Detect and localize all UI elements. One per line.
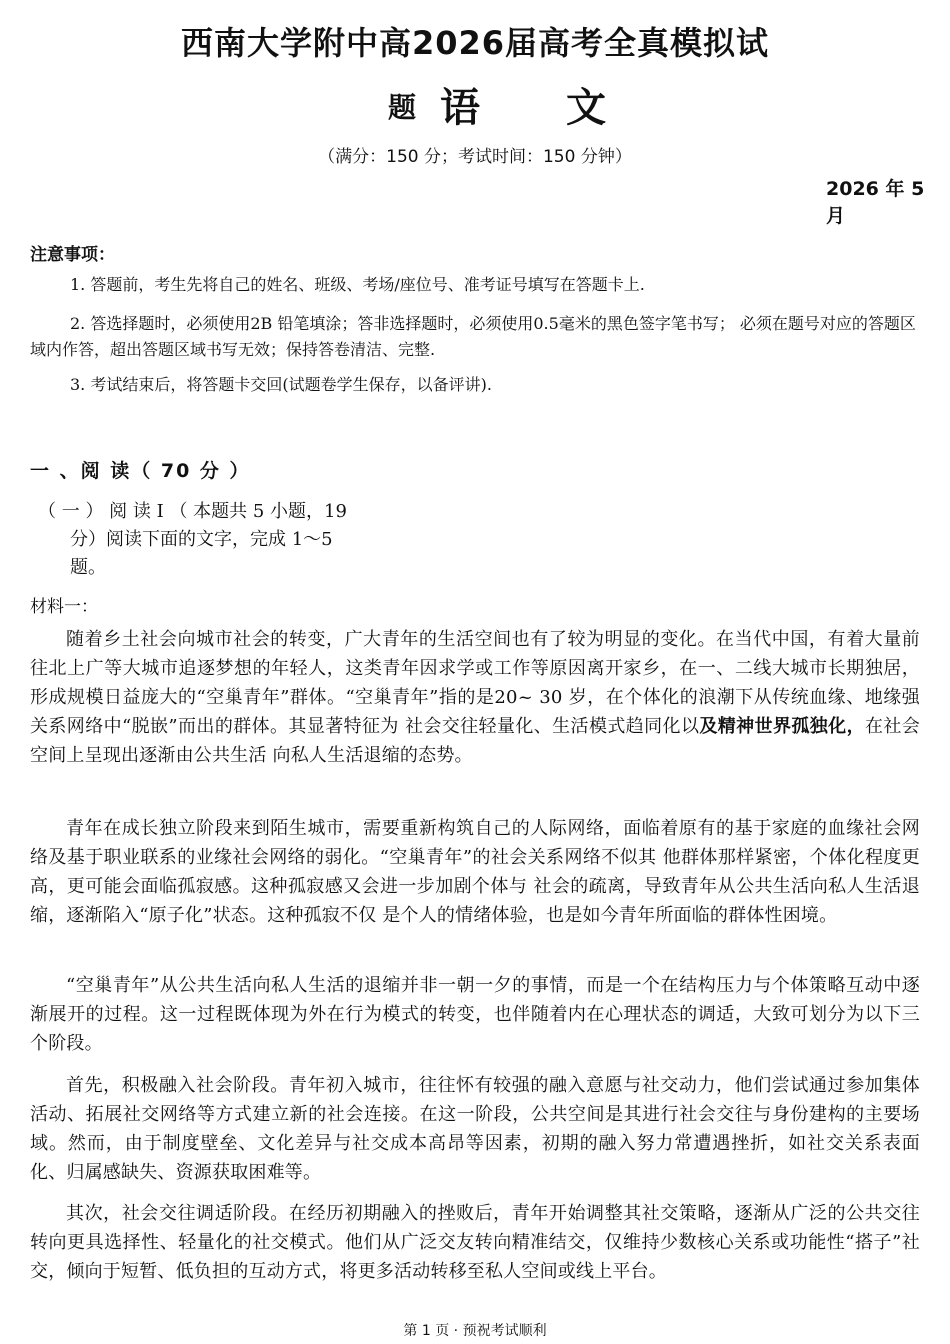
exam-date: 2026 年 5 月 (826, 178, 925, 227)
notice-item-3: 3. 考试结束后，将答题卡交回(试题卷学生保存，以备评讲). (70, 375, 492, 394)
subject-title: 语文 (440, 85, 692, 131)
page-footer: 第 1 页 · 预祝考试顺利 (403, 1323, 547, 1339)
score-time-line: （满分：150 分；考试时间：150 分钟） (318, 147, 632, 167)
notice-item-2: 2. 答选择题时，必须使用2B 铅笔填涂；答非选择题时，必须使用0.5毫米的黑色签字笔书写； 必须在题号对应的答题区域内作答，超出答题区域书写无效；保持答卷清洁、完整. (30, 314, 916, 359)
notice-heading: 注意事项： (30, 245, 115, 265)
subject-line (0, 76, 950, 131)
subsection-heading (38, 498, 398, 582)
paragraph-1 (30, 625, 920, 770)
paragraph-1-text-b: 在社会空间上呈现出逐渐由公共生活 向私人生活退缩的态势。 (30, 716, 920, 766)
notice-item-1: 1. 答题前，考生先将自己的姓名、班级、考场/座位号、准考证号填写在答题卡上. (70, 275, 645, 294)
paragraph-1-bold: 及精神世界孤独化， (699, 716, 865, 737)
paragraph-4: 首先，积极融入社会阶段。青年初入城市，往往怀有较强的融入意愿与社交动力，他们尝试通过参加集体活动、拓展社交网络等方式建立新的社会连接。在这一阶段，公共空间是其进行社会交往与身份建构的主要场域。然而，由于制度壁垒、文化差异与社交成本高昂等因素，初期的融入努力常遭遇挫折，如社交关系表面化、归属感缺失、资源获取困难等。 (30, 1075, 920, 1183)
section-heading: 一 、阅 读（ 70 分 ） (30, 460, 251, 482)
exam-title: 西南大学附中高2026届高考全真模拟试 (180, 24, 770, 62)
material-label: 材料一： (30, 597, 98, 617)
paragraph-2: 青年在成长独立阶段来到陌生城市，需要重新构筑自己的人际网络，面临着原有的基于家庭的血缘社会网络及基于职业联系的业缘社会网络的弱化。“空巢青年”的社会关系网络不似其 他群体那样紧密，个体化程度更高，更可能会面临孤寂感。这种孤寂感又会进一步加剧个体与 社会的疏离，导致青年从公共生活向私人生活退缩，逐渐陷入“原子化”状态。这种孤寂不仅 是个人的情绪体验，也是如今青年所面临的群体性困境。 (30, 818, 920, 926)
subsection-line-1: （ 一 ） 阅 读 I （ 本题共 5 小题，19 (38, 501, 347, 522)
paragraph-3: “空巢青年”从公共生活向私人生活的退缩并非一朝一夕的事情，而是一个在结构压力与个体策略互动中逐渐展开的过程。这一过程既体现为外在行为模式的转变，也伴随着内在心理状态的调适，大致可划分为以下三个阶段。 (30, 975, 920, 1054)
paragraph-5: 其次，社会交往调适阶段。在经历初期融入的挫败后，青年开始调整其社交策略，逐渐从广泛的公共交往转向更具选择性、轻量化的社交模式。他们从广泛交友转向精准结交，仅维持少数核心关系或功能性“搭子”社交，倾向于短暂、低负担的互动方式，将更多活动转移至私人空间或线上平台。 (30, 1203, 920, 1282)
title-continuation: 题 (388, 91, 417, 124)
subsection-line-2: 分）阅读下面的文字，完成 1～5 (70, 529, 333, 550)
paragraph-1-text-a: 随着乡土社会向城市社会的转变，广大青年的生活空间也有了较为明显的变化。在当代中国，有着大量前往北上广等大城市追逐梦想的年轻人，这类青年因求学或工作等原因离开家乡，在一、二线大城市长期独居，形成规模日益庞大的“空巢青年”群体。“空巢青年”指的是20~ 30 岁，在个体化的浪潮下从传统血缘、地缘强关系网络中“脱嵌”而出的群体。其显著特征为 社会交往轻量化、生活模式趋同化以 (30, 629, 920, 737)
subsection-line-3: 题。 (70, 557, 106, 578)
